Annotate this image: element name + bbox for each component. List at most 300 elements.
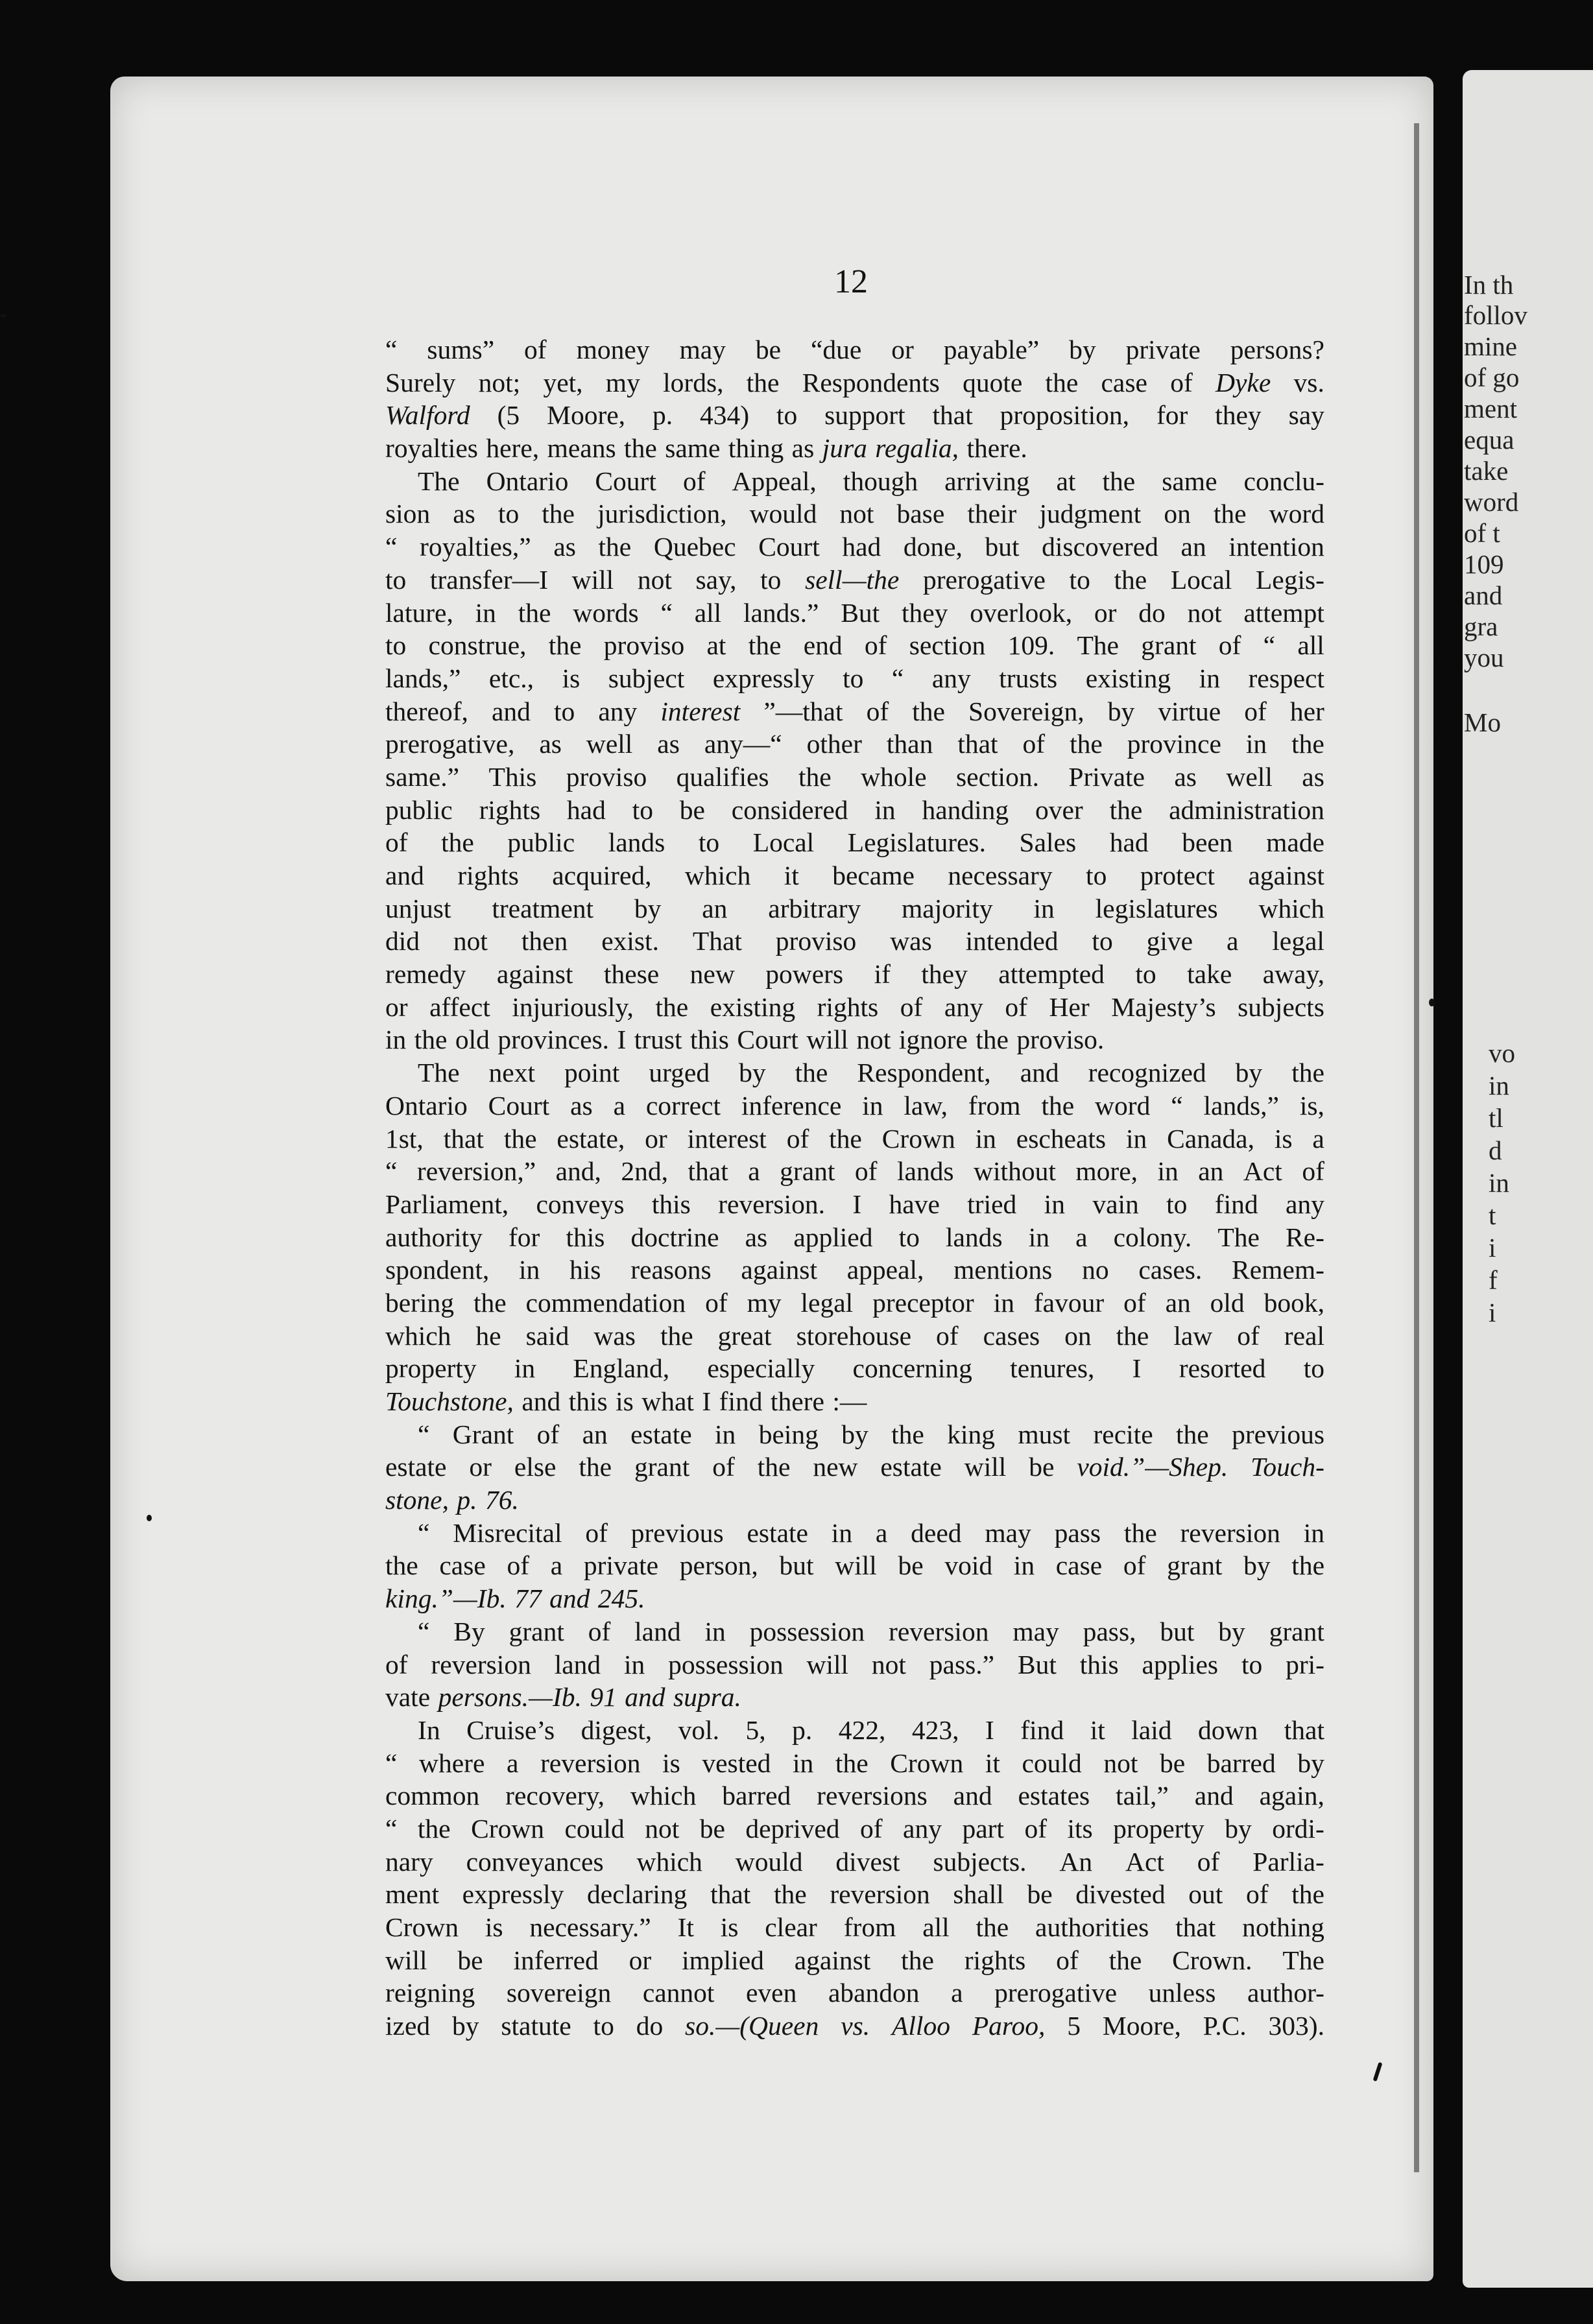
word: words xyxy=(573,597,639,628)
word: word xyxy=(1095,1090,1151,1120)
word: king xyxy=(947,1419,995,1449)
word: ignore xyxy=(898,1025,968,1055)
word: was xyxy=(890,926,932,956)
page-number: 12 xyxy=(834,263,868,300)
word: tail,” xyxy=(1116,1781,1169,1811)
word: the xyxy=(1109,794,1143,825)
word: had xyxy=(842,532,881,562)
word: of xyxy=(682,466,706,496)
word: sell—the xyxy=(805,564,900,595)
word: the xyxy=(795,1058,828,1088)
text-line xyxy=(385,366,1324,399)
word: not xyxy=(645,1813,680,1844)
word: same xyxy=(665,433,721,464)
word: the xyxy=(1045,367,1079,397)
word: be xyxy=(898,1550,924,1581)
word: Her xyxy=(1049,991,1090,1022)
word: old xyxy=(455,1025,490,1055)
word: the xyxy=(1291,729,1324,759)
word: it xyxy=(985,1748,1000,1778)
word: or xyxy=(385,991,408,1022)
word: ”—that xyxy=(763,696,843,726)
next-page-fragment: ment xyxy=(1464,394,1517,423)
word: not; xyxy=(478,367,521,397)
next-page-fragment: of go xyxy=(1464,362,1520,392)
word: Sovereign, xyxy=(968,696,1084,726)
next-page-fragment: follov xyxy=(1464,300,1527,330)
word: “ xyxy=(418,1616,430,1646)
text-line xyxy=(385,1484,1324,1517)
word: nothing xyxy=(1242,1912,1324,1942)
word: Local xyxy=(1170,564,1232,595)
word: estate xyxy=(630,1419,692,1449)
word: But xyxy=(841,597,880,628)
word: Parlia- xyxy=(1252,1846,1324,1877)
word: in xyxy=(715,1419,736,1449)
word: that xyxy=(688,1156,728,1187)
word: to xyxy=(1303,1353,1324,1384)
word: in xyxy=(1044,1189,1065,1219)
word: in xyxy=(1157,1156,1179,1187)
word: to xyxy=(1135,959,1156,990)
text-line xyxy=(385,859,1324,892)
word: Crown xyxy=(890,1748,964,1778)
word: the xyxy=(1041,1090,1075,1120)
word: as xyxy=(791,433,815,464)
word: what xyxy=(641,1386,694,1416)
word: the xyxy=(757,1452,791,1482)
word: or xyxy=(1094,597,1117,628)
word: base xyxy=(896,499,945,529)
word: previous xyxy=(630,1517,724,1548)
word: unjust xyxy=(385,893,451,923)
word: estate, xyxy=(557,1123,625,1154)
word: same xyxy=(1162,466,1217,496)
next-page-fragment: and xyxy=(1464,580,1503,610)
word: property xyxy=(385,1353,477,1384)
word: pass.” xyxy=(929,1649,995,1679)
word: Court xyxy=(737,1025,798,1055)
word: of xyxy=(1056,1945,1079,1975)
word: the xyxy=(542,499,575,529)
word: will xyxy=(806,1025,848,1055)
word: an xyxy=(582,1419,608,1449)
word: overlook, xyxy=(970,597,1073,628)
text-line xyxy=(385,1385,1324,1418)
word: to xyxy=(632,794,653,825)
word: 91 xyxy=(590,1682,617,1713)
word: existing xyxy=(1085,663,1171,693)
word: p. xyxy=(457,1485,477,1515)
word: in xyxy=(862,1090,883,1120)
word: be xyxy=(457,1945,483,1975)
word: said xyxy=(525,1320,569,1351)
word: the xyxy=(518,597,551,628)
word: than xyxy=(886,729,933,759)
word: grant xyxy=(1141,630,1197,661)
word: point xyxy=(564,1058,620,1088)
word: or xyxy=(629,1945,652,1975)
word: which xyxy=(385,1320,451,1351)
word: away, xyxy=(1262,959,1324,990)
next-page-fragment: of t xyxy=(1464,518,1500,548)
word: here, xyxy=(486,433,540,464)
word: been xyxy=(1182,827,1233,858)
word: not xyxy=(637,564,672,595)
word: find xyxy=(1020,1714,1064,1745)
word: where xyxy=(419,1748,485,1778)
word: be xyxy=(1027,1879,1053,1910)
text-line xyxy=(385,1976,1324,2010)
word: private xyxy=(1125,335,1201,364)
word: Moore, xyxy=(547,400,626,431)
word: real xyxy=(1284,1320,1324,1351)
word: tried xyxy=(967,1189,1017,1219)
word: must xyxy=(1018,1419,1071,1449)
word: of xyxy=(588,1616,611,1646)
word: Paroo, xyxy=(972,2011,1046,2041)
word: spondent, xyxy=(385,1255,490,1285)
word: in xyxy=(793,1748,814,1778)
word: to xyxy=(1086,860,1107,890)
word: in xyxy=(518,1255,540,1285)
word: means xyxy=(547,433,616,464)
word: and xyxy=(1020,1058,1059,1088)
word: Crown. xyxy=(1172,1945,1252,1975)
word: by xyxy=(451,2011,479,2041)
word: the xyxy=(1291,1550,1324,1581)
word: well xyxy=(586,729,633,759)
next-page-fragment: t xyxy=(1489,1200,1496,1230)
word: any xyxy=(903,1813,942,1844)
word: 422, xyxy=(838,1714,886,1745)
word: is xyxy=(720,1912,739,1942)
word: that xyxy=(443,1123,484,1154)
word: conveys xyxy=(536,1189,625,1219)
word: case xyxy=(1101,367,1147,397)
word: again, xyxy=(1259,1781,1324,1811)
word: rights xyxy=(817,991,879,1022)
word: will xyxy=(806,1649,849,1679)
word: an xyxy=(1198,1156,1224,1187)
word: trust xyxy=(634,1025,682,1055)
word: by xyxy=(634,893,662,923)
word: applies xyxy=(1142,1649,1219,1679)
word: this xyxy=(568,1386,608,1416)
text-line xyxy=(385,629,1324,662)
word: the xyxy=(598,532,632,562)
word: grant xyxy=(509,1616,564,1646)
word: An xyxy=(1059,1846,1093,1877)
next-page-fragment: you xyxy=(1464,643,1504,672)
word: arriving xyxy=(944,466,1030,496)
word: judgment xyxy=(1039,499,1142,529)
word: It xyxy=(677,1912,694,1942)
word: at xyxy=(1056,466,1076,496)
word: of xyxy=(1218,630,1241,661)
text-line xyxy=(385,1549,1324,1582)
word: by xyxy=(1225,1813,1252,1844)
word: an xyxy=(1165,1287,1191,1318)
word: and xyxy=(625,1682,665,1713)
word: the xyxy=(773,1879,807,1910)
word: lands xyxy=(896,1156,954,1187)
text-line xyxy=(385,991,1324,1024)
ink-speck xyxy=(0,314,6,318)
word: clear xyxy=(765,1912,817,1942)
word: provinces. xyxy=(497,1025,610,1055)
word: any xyxy=(944,991,983,1022)
word: would xyxy=(749,499,817,529)
next-page-fragment: take xyxy=(1464,456,1509,486)
word: But xyxy=(1017,1649,1057,1679)
word: or xyxy=(891,335,914,364)
text-line xyxy=(385,497,1324,530)
word: his xyxy=(569,1255,601,1285)
body-text xyxy=(385,333,1324,2043)
word: the xyxy=(503,1123,537,1154)
word: as xyxy=(453,499,475,529)
word: do xyxy=(636,2011,664,2041)
next-page-fragment: word xyxy=(1464,487,1519,517)
word: whole xyxy=(861,761,927,792)
word: part xyxy=(962,1813,1004,1844)
word: to xyxy=(843,663,864,693)
word: attempt xyxy=(1243,597,1324,628)
word: next xyxy=(488,1058,535,1088)
word: Touchstone, xyxy=(385,1386,514,1416)
word: jurisdiction, xyxy=(597,499,727,529)
word: of xyxy=(1024,1813,1048,1844)
word: the xyxy=(1114,564,1147,595)
word: not xyxy=(871,1649,906,1679)
word: or xyxy=(645,1123,667,1154)
word: storehouse xyxy=(796,1320,912,1351)
word: supra. xyxy=(673,1682,741,1713)
word: was xyxy=(593,1320,636,1351)
word: estate xyxy=(385,1452,447,1482)
word: which xyxy=(630,1781,697,1811)
word: land xyxy=(554,1649,601,1679)
word: digest, xyxy=(581,1714,653,1745)
word: person, xyxy=(679,1550,758,1581)
word: in xyxy=(1125,1123,1147,1154)
word: he xyxy=(475,1320,501,1351)
word: applied xyxy=(793,1222,873,1252)
word: Sales xyxy=(1019,827,1077,858)
text-line xyxy=(385,1188,1324,1221)
word: the xyxy=(976,1912,1009,1942)
word: public xyxy=(507,827,575,858)
word: Act xyxy=(1125,1846,1164,1877)
word: in xyxy=(1013,1550,1035,1581)
word: end xyxy=(803,630,843,661)
word: of xyxy=(1170,367,1193,397)
word: is xyxy=(562,663,581,693)
word: will xyxy=(385,1945,427,1975)
word: all xyxy=(1297,630,1324,661)
word: especially xyxy=(707,1353,815,1384)
word: laid xyxy=(1131,1714,1172,1745)
word: powers xyxy=(765,959,844,990)
word: support xyxy=(824,400,905,431)
word: against xyxy=(741,1255,817,1285)
word: not xyxy=(856,1025,891,1055)
word: say xyxy=(1288,400,1324,431)
text-line xyxy=(385,1812,1324,1845)
text-line xyxy=(385,1286,1324,1320)
word: law xyxy=(1173,1320,1213,1351)
text-line xyxy=(385,761,1324,794)
word: The xyxy=(1077,630,1119,661)
text-line xyxy=(385,1747,1324,1780)
text-line xyxy=(385,432,1324,465)
word: pri- xyxy=(1286,1649,1324,1679)
word: from xyxy=(968,1090,1021,1120)
next-page-fragment: vo xyxy=(1489,1038,1515,1068)
word: of xyxy=(1302,1156,1324,1187)
word: to xyxy=(776,400,798,431)
word: against xyxy=(496,959,573,990)
word: section. xyxy=(956,761,1039,792)
word: law, xyxy=(904,1090,948,1120)
word: any xyxy=(1285,1189,1324,1219)
word: a xyxy=(613,1090,625,1120)
word: be xyxy=(1159,1748,1186,1778)
word: urged xyxy=(649,1058,710,1088)
next-page-fragment: 109 xyxy=(1464,549,1504,579)
word: Surely xyxy=(385,367,456,397)
word: reversion xyxy=(431,1649,531,1679)
text-line xyxy=(385,597,1324,630)
word: the xyxy=(660,1320,693,1351)
word: Local xyxy=(752,827,815,858)
word: great xyxy=(717,1320,772,1351)
word: to xyxy=(553,696,575,726)
word: the xyxy=(798,761,832,792)
word: Crown xyxy=(881,1123,955,1154)
word: jura xyxy=(822,433,867,464)
word: is xyxy=(485,1912,503,1942)
word: necessary xyxy=(948,860,1053,890)
word: “ xyxy=(660,597,673,628)
word: escheats xyxy=(1016,1123,1107,1154)
word: of xyxy=(860,1813,883,1844)
word: Court xyxy=(595,466,656,496)
next-page-fragment: d xyxy=(1489,1135,1502,1165)
word: and xyxy=(521,1386,561,1416)
word: subject xyxy=(608,663,685,693)
word: 109. xyxy=(1007,630,1055,661)
word: 5 xyxy=(1067,2011,1081,2041)
word: could xyxy=(564,1813,625,1844)
word: this xyxy=(689,1025,729,1055)
word: unless xyxy=(1148,1978,1216,2008)
word: if xyxy=(874,959,891,990)
word: to xyxy=(1241,1649,1263,1679)
word: Misrecital xyxy=(453,1517,562,1548)
word: which xyxy=(636,1846,702,1877)
text-line xyxy=(385,1714,1324,1747)
word: to xyxy=(385,564,407,595)
word: grant xyxy=(634,1452,690,1482)
word: king.”—Ib. xyxy=(385,1583,507,1614)
word: land xyxy=(634,1616,681,1646)
word: “ xyxy=(1171,1090,1183,1120)
word: in xyxy=(975,1123,996,1154)
word: they xyxy=(921,959,968,990)
word: over xyxy=(1035,794,1083,825)
word: previous xyxy=(1232,1419,1324,1449)
word: the xyxy=(976,1025,1009,1055)
word: Moore, xyxy=(1102,2011,1181,2041)
word: 2nd, xyxy=(621,1156,669,1187)
word: barred xyxy=(722,1781,791,1811)
word: in xyxy=(475,597,496,628)
word: not xyxy=(1187,597,1222,628)
word: “ xyxy=(418,1419,430,1449)
word: 303). xyxy=(1268,2011,1324,2041)
word: cases. xyxy=(1138,1255,1203,1285)
text-line xyxy=(385,1779,1324,1812)
word: subjects. xyxy=(933,1846,1027,1877)
word: in xyxy=(874,794,896,825)
word: vol. xyxy=(678,1714,720,1745)
word: Quebec xyxy=(653,532,736,562)
word: interest xyxy=(687,1123,767,1154)
word: legal xyxy=(1272,926,1324,956)
word: virtue xyxy=(1158,696,1221,726)
word: the xyxy=(579,1452,612,1482)
word: (5 xyxy=(497,400,520,431)
text-line xyxy=(385,1582,1324,1615)
word: deed xyxy=(911,1517,962,1548)
word: and xyxy=(549,1583,590,1614)
word: grant xyxy=(780,1156,835,1187)
word: Grant xyxy=(452,1419,514,1449)
word: public xyxy=(385,794,453,825)
word: and xyxy=(953,1781,992,1811)
word: all xyxy=(922,1912,950,1942)
word: is, xyxy=(1299,1090,1324,1120)
word: as xyxy=(1302,761,1324,792)
word: so.—(Queen xyxy=(685,2011,819,2041)
word: it xyxy=(1090,1714,1105,1745)
word: yet, xyxy=(543,367,583,397)
word: book, xyxy=(1264,1287,1324,1318)
word: a xyxy=(875,1517,888,1548)
word: as xyxy=(539,729,562,759)
word: on xyxy=(1164,499,1191,529)
word: the xyxy=(1123,1517,1157,1548)
word: reversions xyxy=(817,1781,928,1811)
word: Canada, xyxy=(1167,1123,1254,1154)
word: recite xyxy=(1093,1419,1153,1449)
word: I xyxy=(852,1189,862,1219)
word: 5, xyxy=(745,1714,766,1745)
word: 423, xyxy=(911,1714,959,1745)
word: sion xyxy=(385,499,431,529)
word: legislatures xyxy=(1095,893,1218,923)
word: by xyxy=(1107,696,1135,726)
word: Act xyxy=(1243,1156,1282,1187)
word: By xyxy=(453,1616,485,1646)
word: treatment xyxy=(492,893,594,923)
word: Cruise’s xyxy=(466,1714,555,1745)
word: which xyxy=(1258,893,1324,923)
word: section xyxy=(909,630,986,661)
word: vested xyxy=(702,1748,771,1778)
